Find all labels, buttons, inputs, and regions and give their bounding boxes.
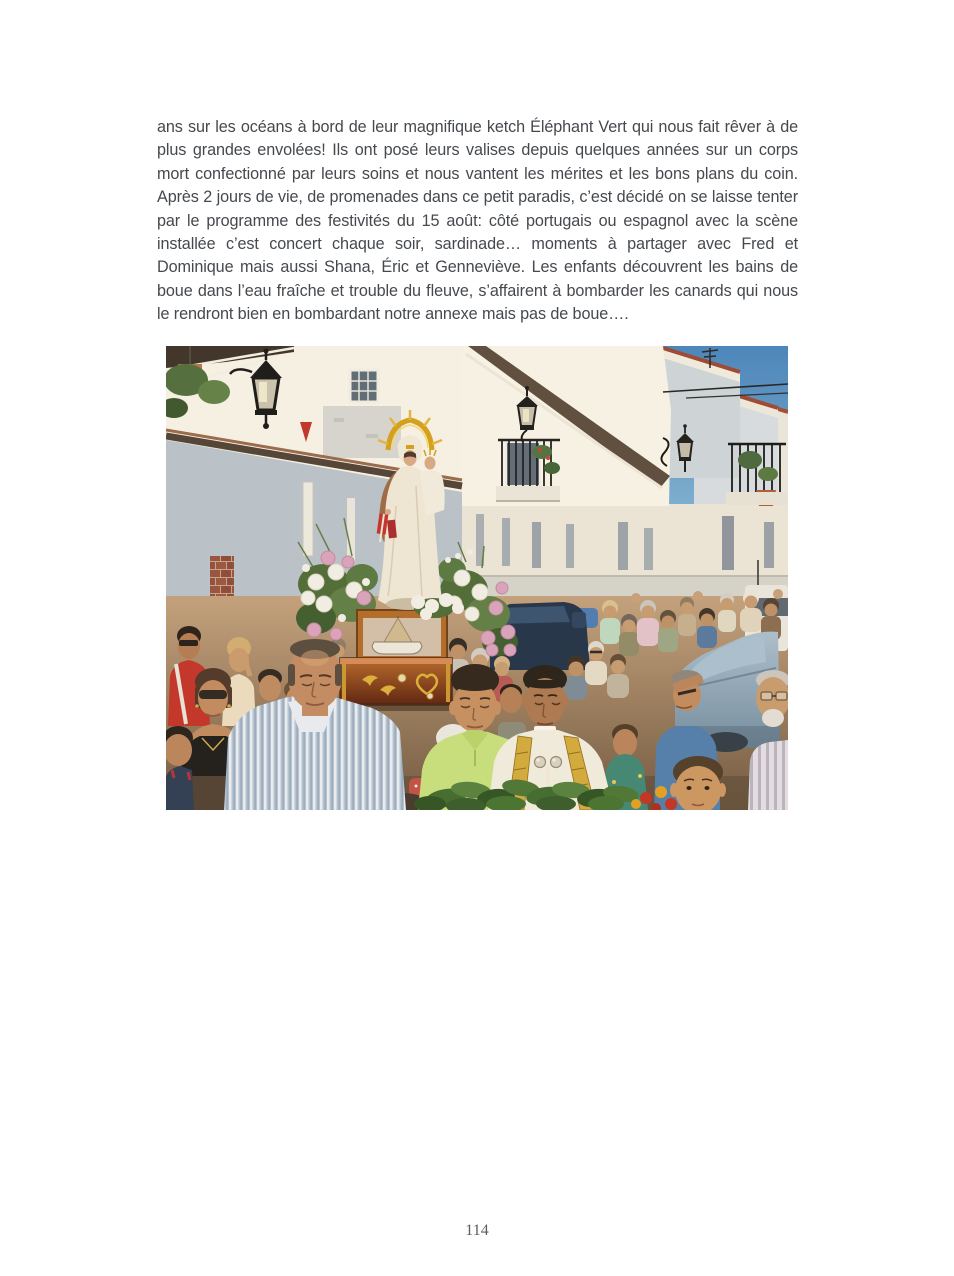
procession-photo — [166, 346, 788, 810]
page-number: 114 — [465, 1222, 489, 1239]
photo-warm-tint — [166, 346, 788, 810]
procession-photo-canvas — [166, 346, 788, 810]
body-paragraph: ans sur les océans à bord de leur magnifique ketch Éléphant Vert qui nous fait rêver à de plus grandes envolées! Ils ont posé leurs valises depuis quelques années sur un corps mort confectionné par leurs soins et nous vantent les mérites et les bons plans du coin. Après 2 jours de vie, de promenades dans ce petit paradis, c’est décidé on se laisse tenter par le programme des festivités du 15 août: côté portugais ou espagnol avec la scène installée c’est concert chaque soir, sardinade… moments à partager avec Fred et Dominique mais aussi Shana, Éric et Genneviève. Les enfants découvrent les bains de boue dans l’eau fraîche et trouble du fleuve, s’affairent à bombarder les canards qui nous le rendront bien en bombardant notre annexe mais pas de boue…. — [157, 118, 798, 324]
